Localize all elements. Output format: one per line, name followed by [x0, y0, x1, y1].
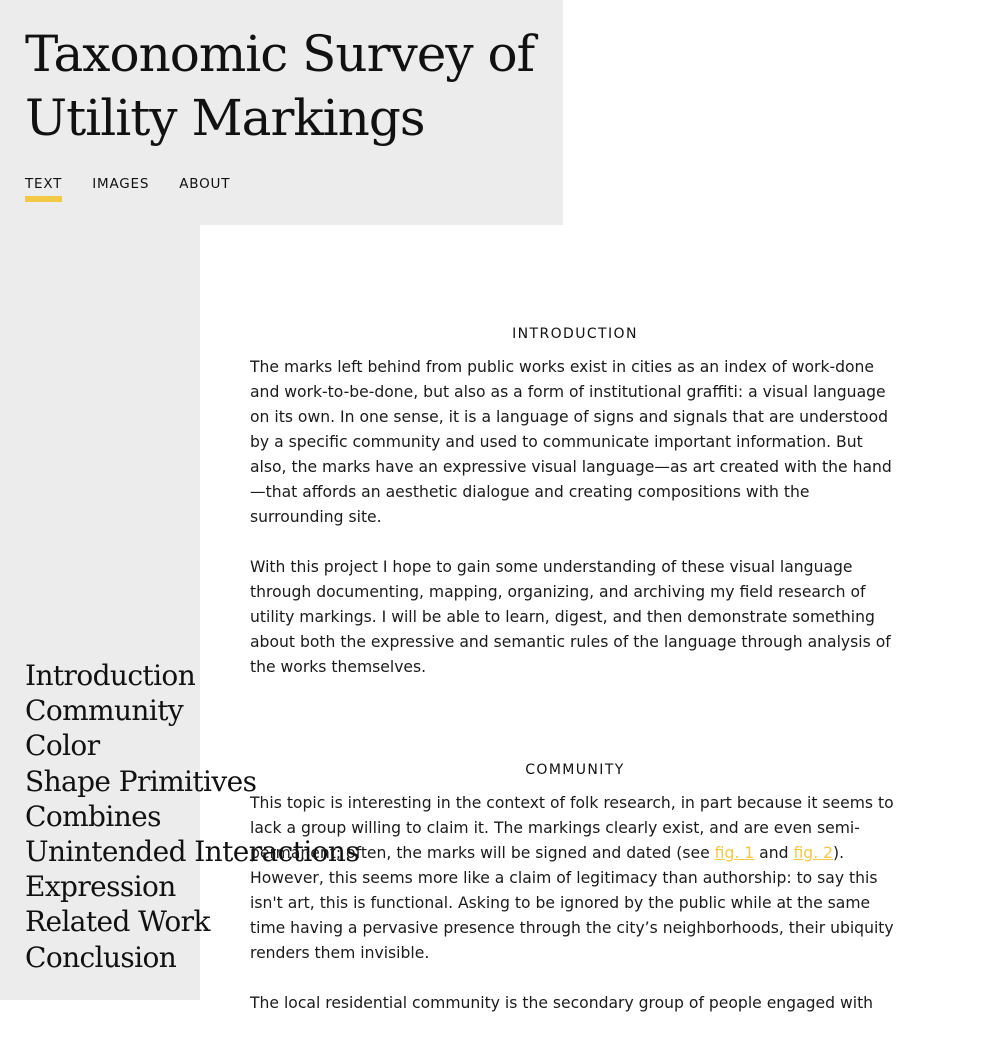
nav-text[interactable]: TEXT: [25, 176, 62, 202]
section-community: [250, 758, 900, 1016]
fig-1-link[interactable]: fig. 1: [714, 844, 755, 862]
table-of-contents: [25, 658, 360, 975]
section-heading-introduction: INTRODUCTION: [512, 326, 638, 342]
toc-color[interactable]: Color: [25, 729, 100, 763]
paragraph: With this project I hope to gain some understanding of these visual language through documenting, mapping, organizing, and archiving my field research of utility markings. I will be able to learn, digest, and then demonstrate something about both the expressive and semantic rules of the language through analysis of the works themselves.: [250, 558, 891, 676]
site-title: Taxonomic Survey of Utility Markings: [25, 25, 535, 147]
paragraph-text: This topic is interesting in the context of folk research, in part because it seems to lack a group willing to claim it. The markings clearly exist, and are even semi-permanent; often, the marks will be signed and dated (see: [250, 794, 894, 862]
toc-community[interactable]: Community: [25, 694, 184, 728]
toc-introduction[interactable]: Introduction: [25, 659, 196, 692]
site-header: [0, 0, 563, 225]
toc-combines[interactable]: Combines: [25, 799, 161, 833]
fig-2-link[interactable]: fig. 2: [793, 844, 834, 862]
paragraph: The marks left behind from public works exist in cities as an index of work-done and work-to-be-done, but also as a form of institutional graffiti: a visual language on its own. In one sense, it is a language of signs and signals that are understood by a specific community and used to communicate important information. But also, the marks have an expressive visual language—as art created with the hand—that affords an aesthetic dialogue and creating compositions with the surrounding site.: [250, 358, 892, 526]
toc-shape-primitives[interactable]: Shape Primitives: [25, 764, 257, 798]
toc-expression[interactable]: Expression: [25, 870, 176, 904]
paragraph-text: and: [754, 844, 794, 862]
main-content: [250, 322, 900, 1041]
toc-unintended-interactions[interactable]: Unintended Interactions: [25, 835, 360, 869]
section-heading-community: COMMUNITY: [525, 762, 625, 778]
paragraph: [250, 791, 900, 966]
toc-related-work[interactable]: Related Work: [25, 905, 210, 939]
paragraph-text: ). However, this seems more like a claim of legitimacy than authorship: to say this isn't art, this is functional. Asking to be ignored by the public while at the same time having a pervasive presence through the city’s neighborhoods, their ubiquity renders them invisible.: [250, 844, 894, 962]
paragraph: The local residential community is the secondary group of people engaged with: [250, 994, 874, 1012]
section-introduction: [250, 322, 900, 680]
nav-images[interactable]: IMAGES: [92, 176, 150, 192]
nav-about[interactable]: ABOUT: [179, 176, 231, 192]
main-nav: [25, 176, 230, 202]
toc-conclusion[interactable]: Conclusion: [25, 940, 177, 974]
